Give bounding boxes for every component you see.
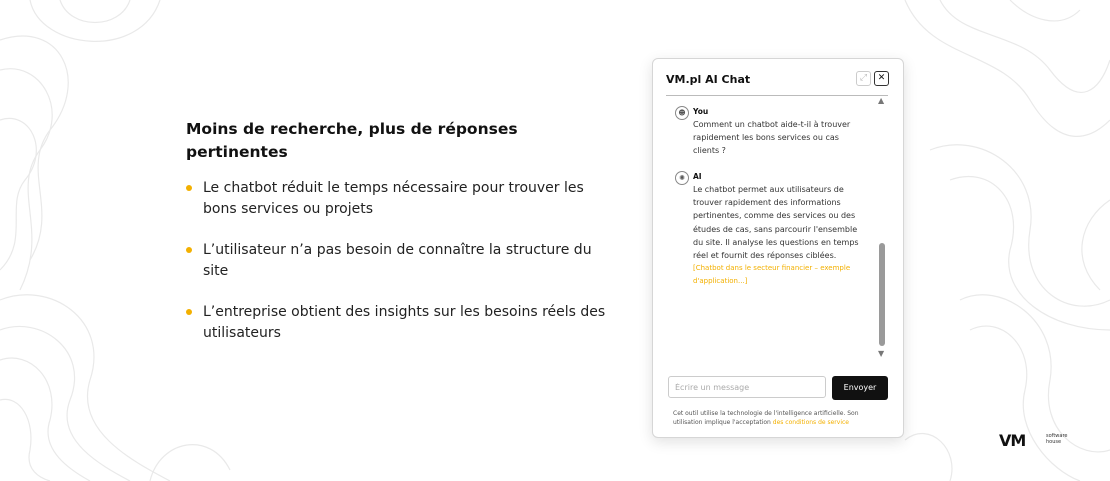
close-icon[interactable]: ✕ xyxy=(874,71,889,86)
company-logo xyxy=(999,431,1068,450)
message-text: Comment un chatbot aide-t-il à trouver rapidement les bons services ou cas clients ? xyxy=(693,120,851,156)
message-body xyxy=(693,183,865,288)
scroll-down-arrow-icon[interactable]: ▼ xyxy=(878,349,885,358)
disclaimer xyxy=(673,409,888,427)
user-icon: ☻ xyxy=(675,106,689,120)
message-author: AI xyxy=(693,172,702,181)
bullet-text: L’utilisateur n’a pas besoin de connaître la structure du site xyxy=(203,242,592,279)
logo-subtitle: software house xyxy=(1046,433,1068,445)
message-author: You xyxy=(693,107,709,116)
bullet-text: Le chatbot réduit le temps nécessaire pour trouver les bons services ou projets xyxy=(203,180,584,217)
feature-list xyxy=(186,178,606,344)
section-heading: Moins de recherche, plus de réponses pertinentes xyxy=(186,120,518,161)
disclaimer-text: Cet outil utilise la technologie de l'intelligence artificielle. Son utilisation implique l'acceptation xyxy=(673,410,859,426)
feature-section xyxy=(186,118,606,364)
list-item xyxy=(186,240,606,282)
bullet-dot-icon xyxy=(186,247,192,253)
scroll-up-arrow-icon[interactable]: ▲ xyxy=(878,96,885,105)
terms-link[interactable]: des conditions de service xyxy=(772,419,849,426)
list-item xyxy=(186,178,606,220)
bullet-dot-icon xyxy=(186,309,192,315)
bullet-dot-icon xyxy=(186,185,192,191)
scrollbar-thumb[interactable] xyxy=(879,243,885,346)
logo-mark: VM xyxy=(999,431,1026,450)
chat-title: VM.pl AI Chat xyxy=(666,73,751,86)
source-link[interactable]: [Chatbot dans le secteur financier – exemple d'application...] xyxy=(693,264,851,286)
ai-bot-icon: ✺ xyxy=(675,171,689,185)
bullet-text: L’entreprise obtient des insights sur les besoins réels des utilisateurs xyxy=(203,304,606,341)
message-input[interactable] xyxy=(668,376,826,398)
header-divider xyxy=(666,95,888,96)
send-button[interactable]: Envoyer xyxy=(832,376,888,400)
expand-icon[interactable]: ⤢ xyxy=(856,71,871,86)
message-text: Le chatbot permet aux utilisateurs de trouver rapidement des informations pertinentes, comme des services ou des études de cas, sans parcourir l'ensemble du site. Il analyse les questions en temps réel et fournit des réponses ciblées. xyxy=(693,185,859,261)
list-item xyxy=(186,302,606,344)
chat-widget xyxy=(652,58,904,438)
